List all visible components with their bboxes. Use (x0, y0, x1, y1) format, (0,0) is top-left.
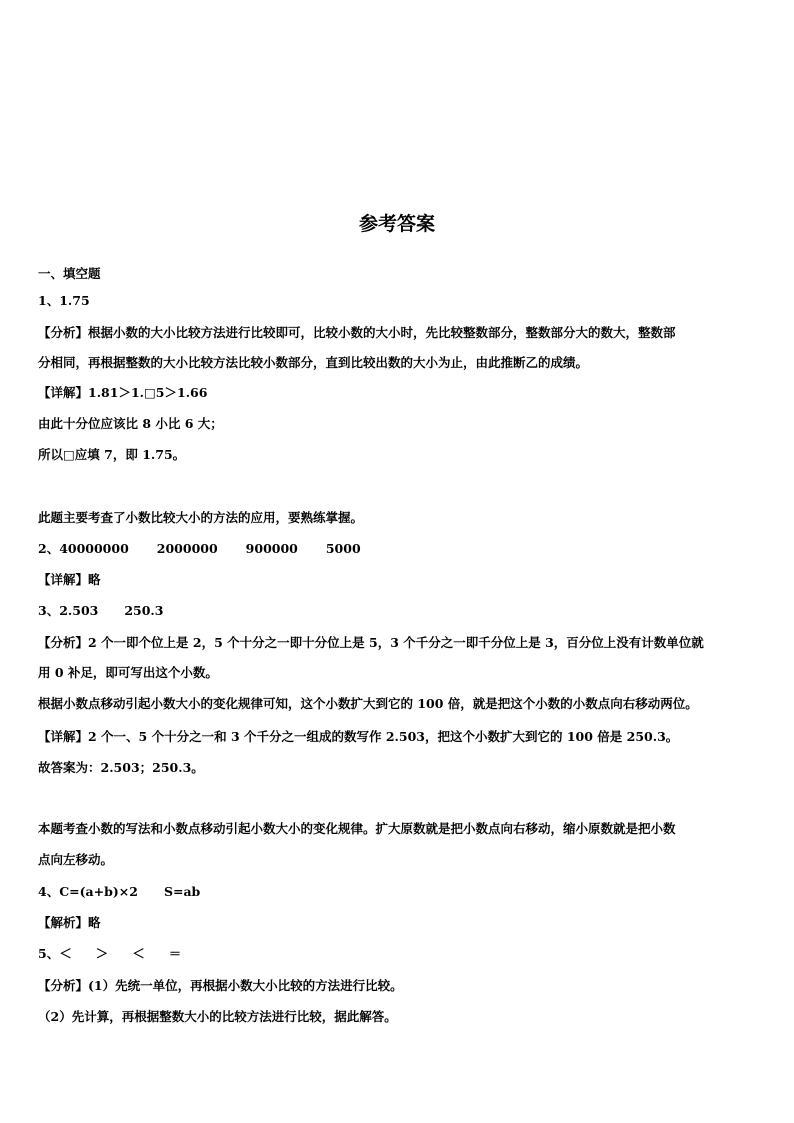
q5-analysis-line1: 【分析】(1）先统一单位，再根据小数大小比较的方法进行比较。 (38, 978, 403, 993)
q3-answer: 故答案为：2.503；250.3。 (38, 760, 204, 775)
section-heading: 一、填空题 (38, 266, 101, 281)
q1-comment: 此题主要考查了小数比较大小的方法的应用，要熟练掌握。 (38, 510, 364, 525)
q1-line-a: 由此十分位应该比 8 小比 6 大； (38, 416, 223, 431)
q4-value-2: S=ab (163, 884, 201, 899)
q5-value-2: ＞ (95, 946, 109, 961)
q5-answer-row (38, 945, 760, 963)
q1-analysis-line1: 【分析】根据小数的大小比较方法进行比较即可，比较小数的大小时，先比较整数部分，整数部分大的数大，整数部 (38, 325, 676, 340)
q3-comment-line1: 本题考查小数的写法和小数点移动引起小数大小的变化规律。扩大原数就是把小数点向右移动，缩小原数就是把小数 (38, 821, 676, 836)
q2-value-3: 900000 (245, 541, 298, 556)
q1-line-b: 所以□应填 7，即 1.75。 (38, 447, 186, 462)
q2-value-4: 5000 (325, 541, 361, 556)
q2-detail: 【详解】略 (38, 572, 101, 587)
q1-answer: 1、1.75 (38, 293, 90, 308)
q2-value-1: 2、40000000 (38, 541, 129, 556)
q4-value-1: 4、C=(a+b)×2 (38, 884, 138, 899)
q5-value-3: ＜ (132, 946, 145, 961)
q3-answer-row (38, 602, 760, 620)
q4-answer-row (38, 883, 760, 901)
q5-value-1: 5、＜ (38, 946, 72, 961)
q5-value-4: ＝ (168, 946, 182, 961)
q3-analysis-line3: 根据小数点移动引起小数大小的变化规律可知，这个小数扩大到它的 100 倍，就是把这个小数的小数点向右移动两位。 (38, 696, 698, 711)
q3-analysis-line2: 用 0 补足，即可写出这个小数。 (38, 665, 218, 680)
q3-comment-line2: 点向左移动。 (38, 852, 114, 867)
q1-detail: 【详解】1.81＞1.□5＞1.66 (38, 385, 208, 400)
q2-answer-row (38, 540, 760, 558)
q3-detail: 【详解】2 个一、5 个十分之一和 3 个千分之一组成的数写作 2.503，把这个小数扩大到它的 100 倍是 250.3。 (38, 729, 679, 744)
q3-analysis-line1: 【分析】2 个一即个位上是 2，5 个十分之一即十分位上是 5，3 个千分之一即千分位上是 3，百分位上没有计数单位就 (38, 635, 704, 650)
q4-detail: 【解析】略 (38, 915, 101, 930)
q3-value-1: 3、2.503 (38, 603, 99, 618)
q1-analysis-line2: 分相同，再根据整数的大小比较方法比较小数部分，直到比较出数的大小为止，由此推断乙的成绩。 (38, 355, 589, 370)
page-title: 参考答案 (358, 213, 435, 235)
q5-analysis-line2: （2）先计算，再根据整数大小的比较方法进行比较，据此解答。 (38, 1009, 397, 1024)
q3-value-2: 250.3 (124, 603, 164, 618)
q2-value-2: 2000000 (156, 541, 218, 556)
